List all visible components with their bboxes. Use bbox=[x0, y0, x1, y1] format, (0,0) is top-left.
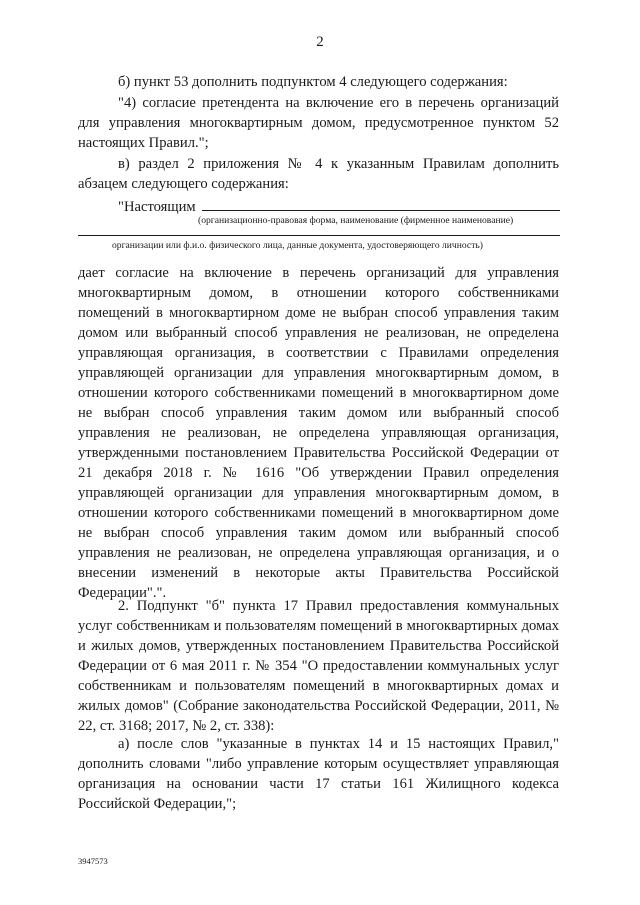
consent-form-blank-line bbox=[118, 196, 560, 217]
paragraph-consent-text: дает согласие на включение в перечень организаций для управления многоквартирным домом, в отношении которого собственниками помещений в многоквартирном доме не выбран способ управления таким домом или выбранный способ управления не реализован, не определена управляющая организация, в соответствии с Правилами определения управляющей организации для управления многоквартирным домом, в отношении которого собственниками помещений в многоквартирном доме не выбран способ управления таким домом или выбранный способ управления не реализован, не определена управляющая организация, утвержденными постановлением Правительства Российской Федерации от 21 декабря 2018 г. № 1616 "Об утверждении Правил определения управляющей организации для управления многоквартирным домом, в отношении которого собственниками помещений в многоквартирном доме не выбран способ управления таким домом или выбранный способ управления не реализован, не определена управляющая организация, и о внесении изменений в некоторые акты Правительства Российской Федерации".". bbox=[78, 265, 559, 601]
paragraph-quoted-subitem-4: "4) согласие претендента на включение его в перечень организаций для управления многоквартирным домом, предусмотренное пунктом 52 настоящих Правил."; bbox=[78, 95, 559, 151]
caption-person-data: организации или ф.и.о. физического лица, данные документа, удостоверяющего личность) bbox=[112, 240, 483, 251]
blank-fill-line bbox=[202, 196, 560, 211]
paragraph-a-after-words: а) после слов "указанные в пунктах 14 и 15 настоящих Правил," дополнить словами "либо управление которым осуществляет управляющая организация на основании части 17 статьи 161 Жилищного кодекса Российской Федерации,"; bbox=[78, 736, 559, 812]
document-id: 3947573 bbox=[78, 856, 108, 866]
paragraph-b-item-53: б) пункт 53 дополнить подпунктом 4 следующего содержания: bbox=[118, 74, 508, 90]
paragraph-item-2: 2. Подпункт "б" пункта 17 Правил предоставления коммунальных услуг собственникам и пользователям помещений в многоквартирных домах и жилых домов, утвержденных постановлением Правительства Российской Федерации от 6 мая 2011 г. № 354 "О предоставлении коммунальных услуг собственникам и пользователям помещений в многоквартирных домах и жилых домов" (Собрание законодательства Российской Федерации, 2011, № 22, ст. 3168; 2017, № 2, ст. 338): bbox=[78, 598, 559, 734]
caption-org-form: (организационно-правовая форма, наименование (фирменное наименование) bbox=[198, 215, 514, 226]
consent-lead-text: "Настоящим bbox=[118, 199, 196, 215]
page-number: 2 bbox=[316, 34, 324, 50]
paragraph-v-section-2: в) раздел 2 приложения № 4 к указанным Правилам дополнить абзацем следующего содержания: bbox=[78, 156, 559, 192]
second-blank-line bbox=[78, 235, 560, 236]
